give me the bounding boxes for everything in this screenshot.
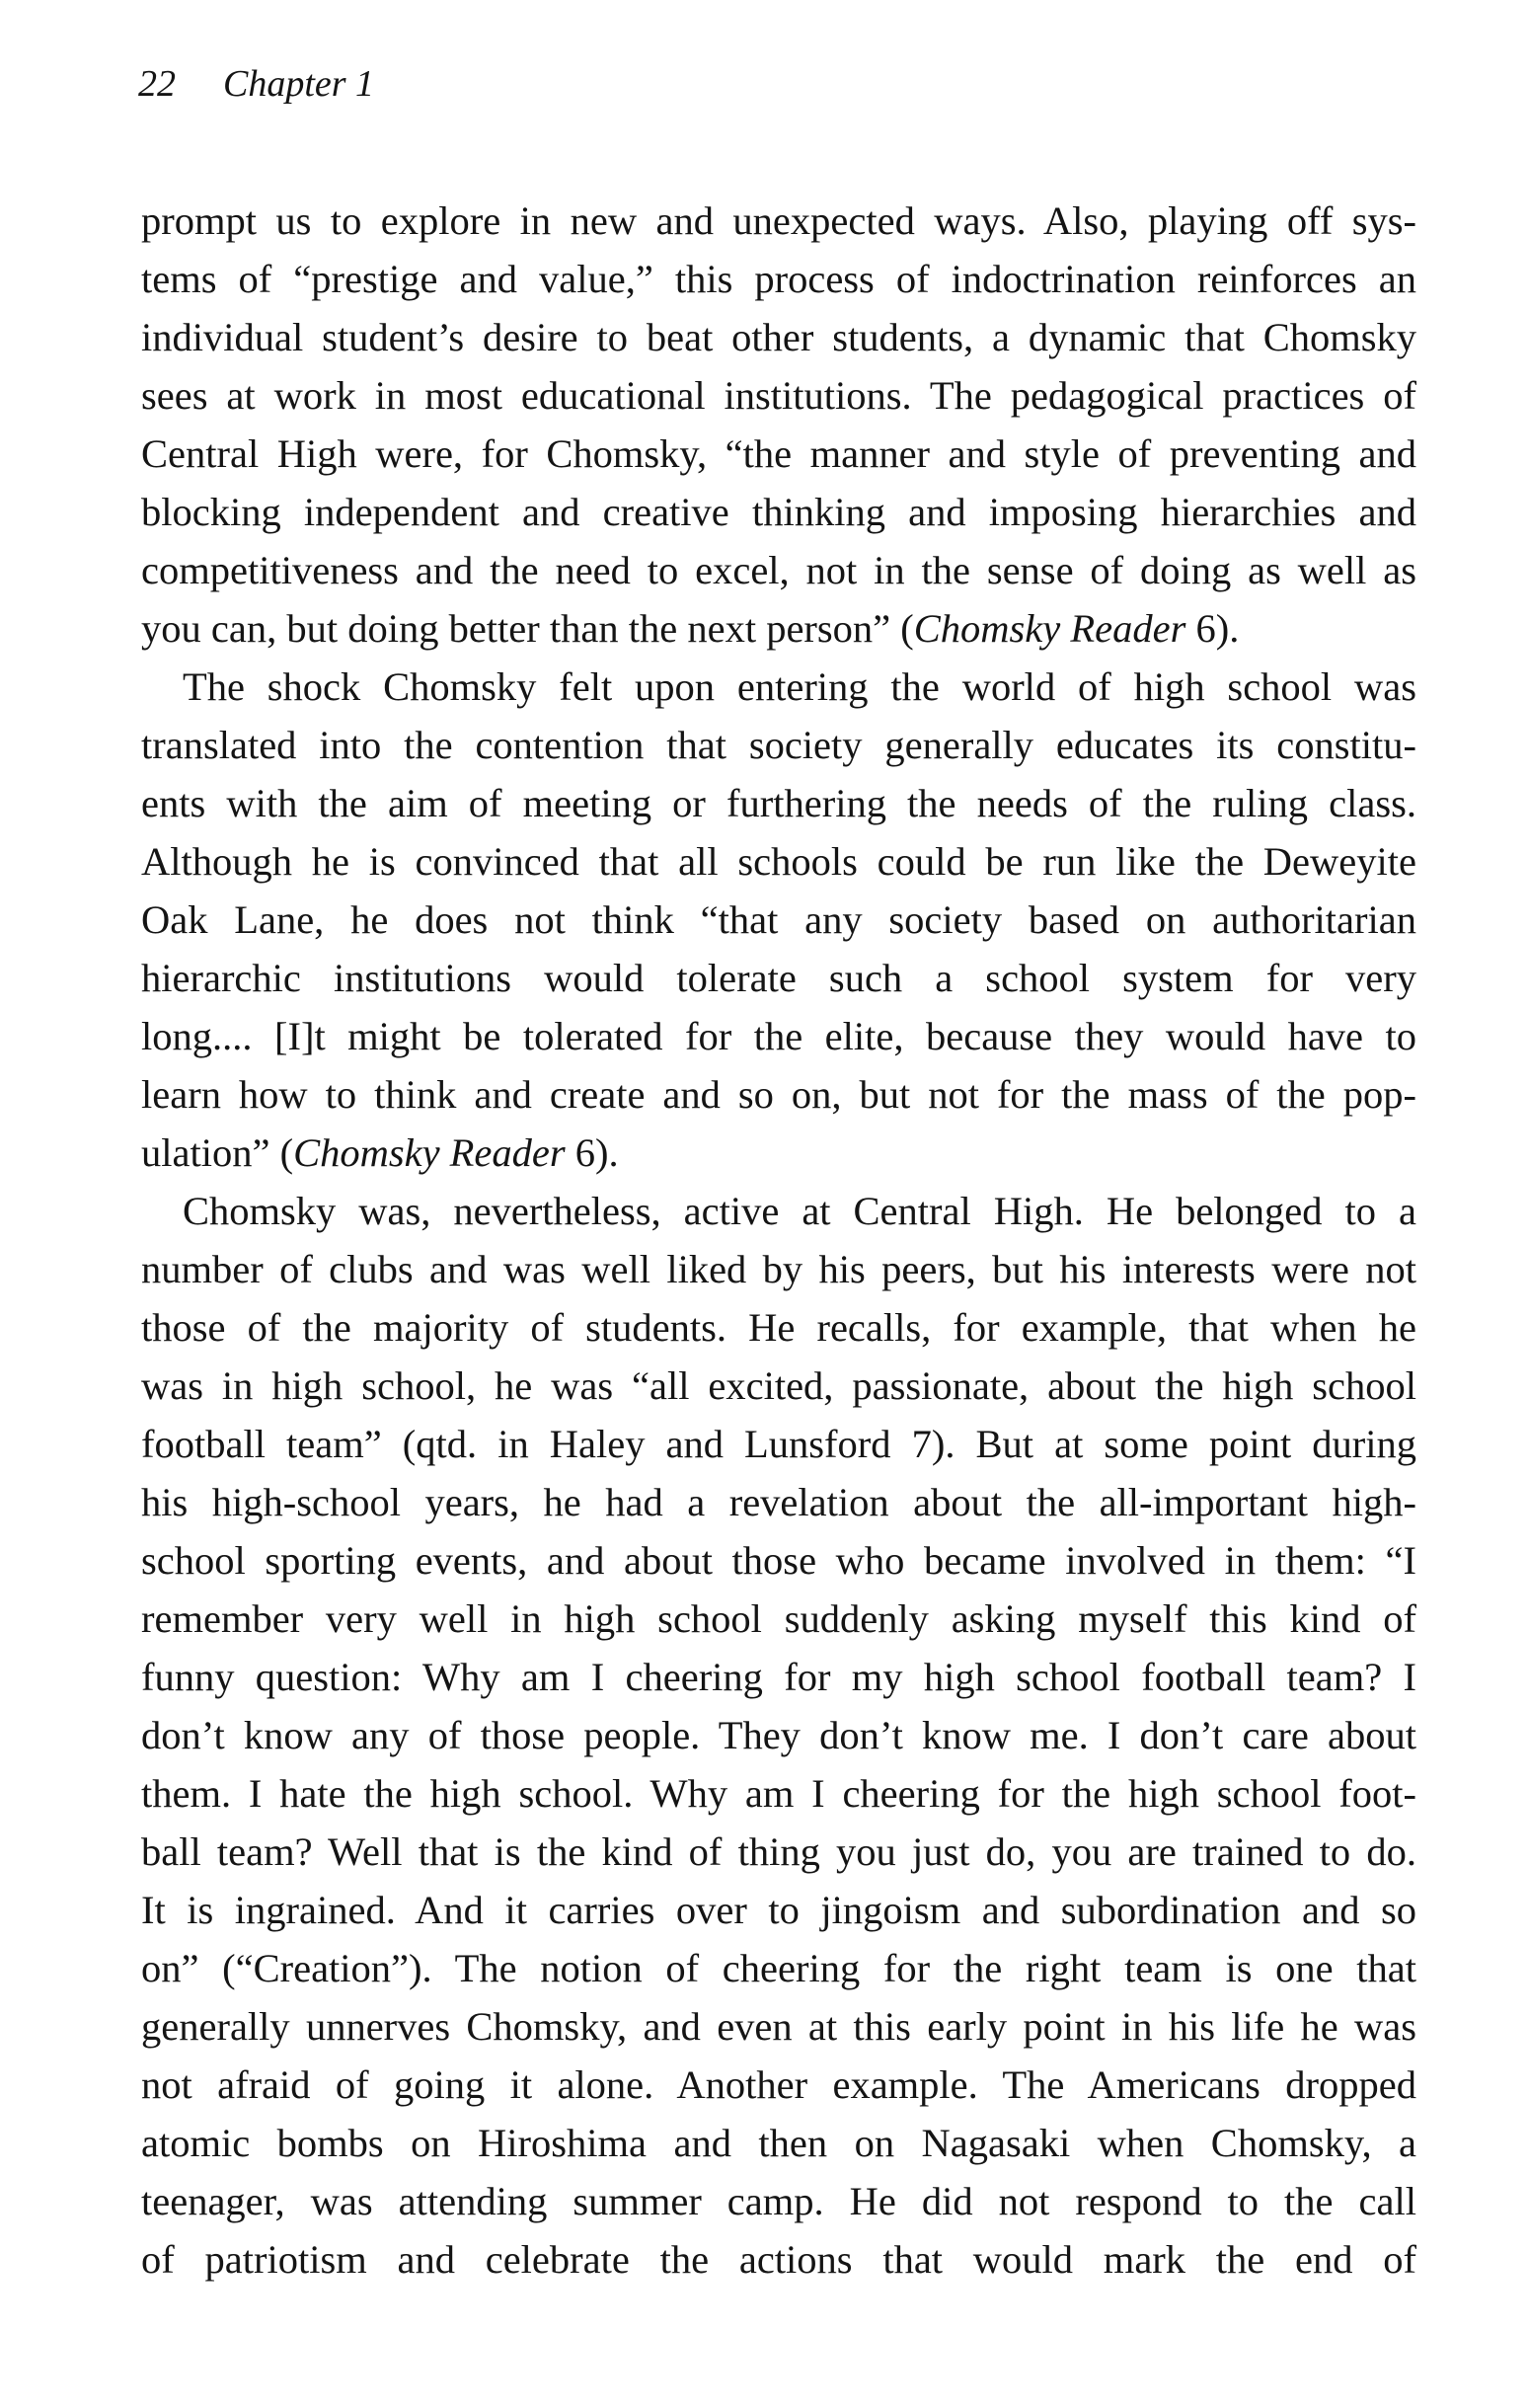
- text-line: remember very well in high school suddenly asking myself this kind of: [141, 1596, 1416, 1641]
- text-line: It is ingrained. And it carries over to jingoism and subordination and so: [141, 1888, 1416, 1932]
- text-line: tems of “prestige and value,” this process of indoctrination reinforces an: [141, 257, 1416, 301]
- citation-title: Chomsky Reader: [293, 1130, 566, 1175]
- page-number: 22: [138, 63, 176, 105]
- text-line: was in high school, he was “all excited, passionate, about the high school: [141, 1363, 1416, 1408]
- text-line: Central High were, for Chomsky, “the manner and style of preventing and: [141, 431, 1416, 476]
- text-line: sees at work in most educational institutions. The pedagogical practices of: [141, 373, 1416, 418]
- text-line: blocking independent and creative thinking and imposing hierarchies and: [141, 490, 1416, 534]
- text-line: his high-school years, he had a revelation about the all-important high-: [141, 1480, 1416, 1524]
- text-line: those of the majority of students. He recalls, for example, that when he: [141, 1305, 1416, 1350]
- text-line: The shock Chomsky felt upon entering the world of high school was: [183, 664, 1416, 709]
- text-line: not afraid of going it alone. Another example. The Americans dropped: [141, 2062, 1416, 2107]
- text-line: number of clubs and was well liked by his peers, but his interests were not: [141, 1247, 1416, 1291]
- text-line: funny question: Why am I cheering for my high school football team? I: [141, 1655, 1416, 1699]
- text-line: ents with the aim of meeting or furthering the needs of the ruling class.: [141, 781, 1416, 825]
- text-line: generally unnerves Chomsky, and even at this early point in his life he was: [141, 2004, 1416, 2049]
- text-line: atomic bombs on Hiroshima and then on Nagasaki when Chomsky, a: [141, 2121, 1416, 2165]
- text-line: Chomsky was, nevertheless, active at Central High. He belonged to a: [183, 1189, 1416, 1233]
- text-run: 6).: [565, 1130, 619, 1175]
- text-line: them. I hate the high school. Why am I cheering for the high school foot-: [141, 1771, 1416, 1816]
- text-line: competitiveness and the need to excel, not in the sense of doing as well as: [141, 548, 1416, 592]
- chapter-title: Chapter 1: [223, 63, 375, 105]
- text-line: translated into the contention that society generally educates its constitu-: [141, 723, 1416, 767]
- citation-title: Chomsky Reader: [913, 606, 1186, 651]
- text-run: you can, but doing better than the next person” (: [141, 606, 914, 651]
- text-line: hierarchic institutions would tolerate such a school system for very: [141, 956, 1416, 1000]
- text-line: [141, 599, 1416, 658]
- text-run: 6).: [1185, 606, 1240, 651]
- text-line: of patriotism and celebrate the actions that would mark the end of: [141, 2237, 1416, 2282]
- text-line: Although he is convinced that all schools could be run like the Deweyite: [141, 839, 1416, 884]
- text-line: [141, 1124, 1416, 1182]
- text-line: ball team? Well that is the kind of thing you just do, you are trained to do.: [141, 1829, 1416, 1874]
- text-line: on” (“Creation”). The notion of cheering for the right team is one that: [141, 1946, 1416, 1990]
- text-line: learn how to think and create and so on, but not for the mass of the pop-: [141, 1072, 1416, 1117]
- text-run: ulation” (: [141, 1130, 294, 1175]
- text-line: prompt us to explore in new and unexpected ways. Also, playing off sys-: [141, 198, 1416, 243]
- text-line: teenager, was attending summer camp. He did not respond to the call: [141, 2179, 1416, 2223]
- text-line: school sporting events, and about those who became involved in them: “I: [141, 1538, 1416, 1583]
- text-line: don’t know any of those people. They don’t know me. I don’t care about: [141, 1713, 1416, 1757]
- text-line: football team” (qtd. in Haley and Lunsford 7). But at some point during: [141, 1422, 1416, 1466]
- running-head: [138, 65, 374, 103]
- body-text: [141, 192, 1416, 2289]
- text-line: Oak Lane, he does not think “that any society based on authoritarian: [141, 897, 1416, 942]
- text-line: individual student’s desire to beat other students, a dynamic that Chomsky: [141, 315, 1416, 359]
- text-line: long.... [I]t might be tolerated for the elite, because they would have to: [141, 1014, 1416, 1058]
